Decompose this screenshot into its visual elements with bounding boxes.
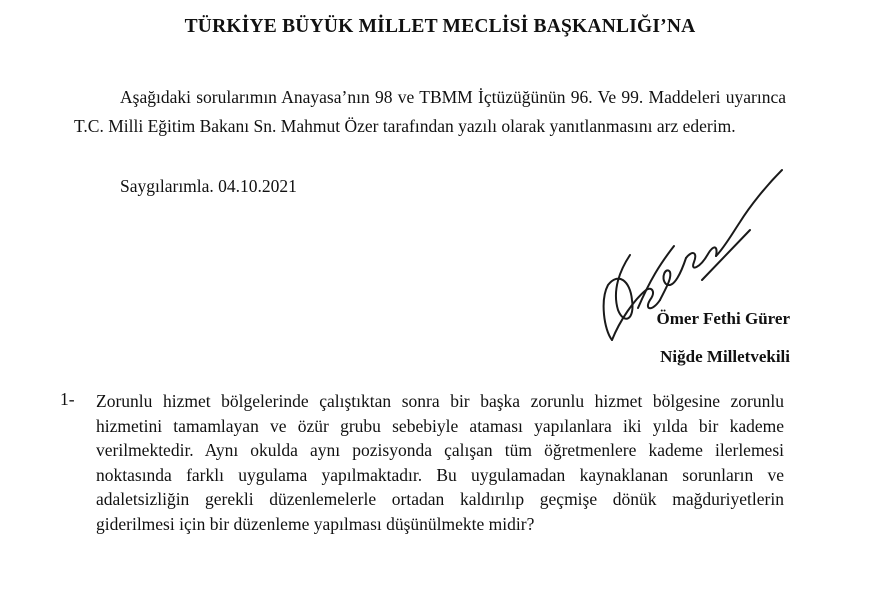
document-title: TÜRKİYE BÜYÜK MİLLET MECLİSİ BAŞKANLIĞI’NA (184, 16, 696, 37)
question-number: 1- (60, 389, 75, 409)
signatory-name: Ömer Fethi Gürer (656, 309, 790, 328)
intro-paragraph: Aşağıdaki sorularımın Anayasa’nın 98 ve TBMM İçtüzüğünün 96. Ve 99. Maddeleri uyarınca T.C. Milli Eğitim Bakanı Sn. Mahmut Özer tarafından yazılı olarak yanıtlanmasını arz ederim. (74, 87, 786, 136)
question-text: Zorunlu hizmet bölgelerinde çalıştıktan sonra bir başka zorunlu hizmet bölgesine zorunlu hizmetini tamamlayan ve özür grubu sebebiyle ataması yapılanlara iki yılda bir kademe verilmektedir. Aynı okulda aynı pozisyonda çalışan tüm öğretmenlere kademe ilerlemesi noktasında farklı uygulama yapılmaktadır. Bu uygulamadan kaynaklanan sorunların ve adaletsizliğin gerekli düzenlemelerle ortadan kaldırılıp geçmişe dönük mağduriyetlerin giderilmesi için bir düzenleme yapılması düşünülmekte midir? (96, 391, 784, 534)
signatory-role: Niğde Milletvekili (660, 347, 790, 366)
regards-line: Saygılarımla. 04.10.2021 (120, 176, 297, 196)
